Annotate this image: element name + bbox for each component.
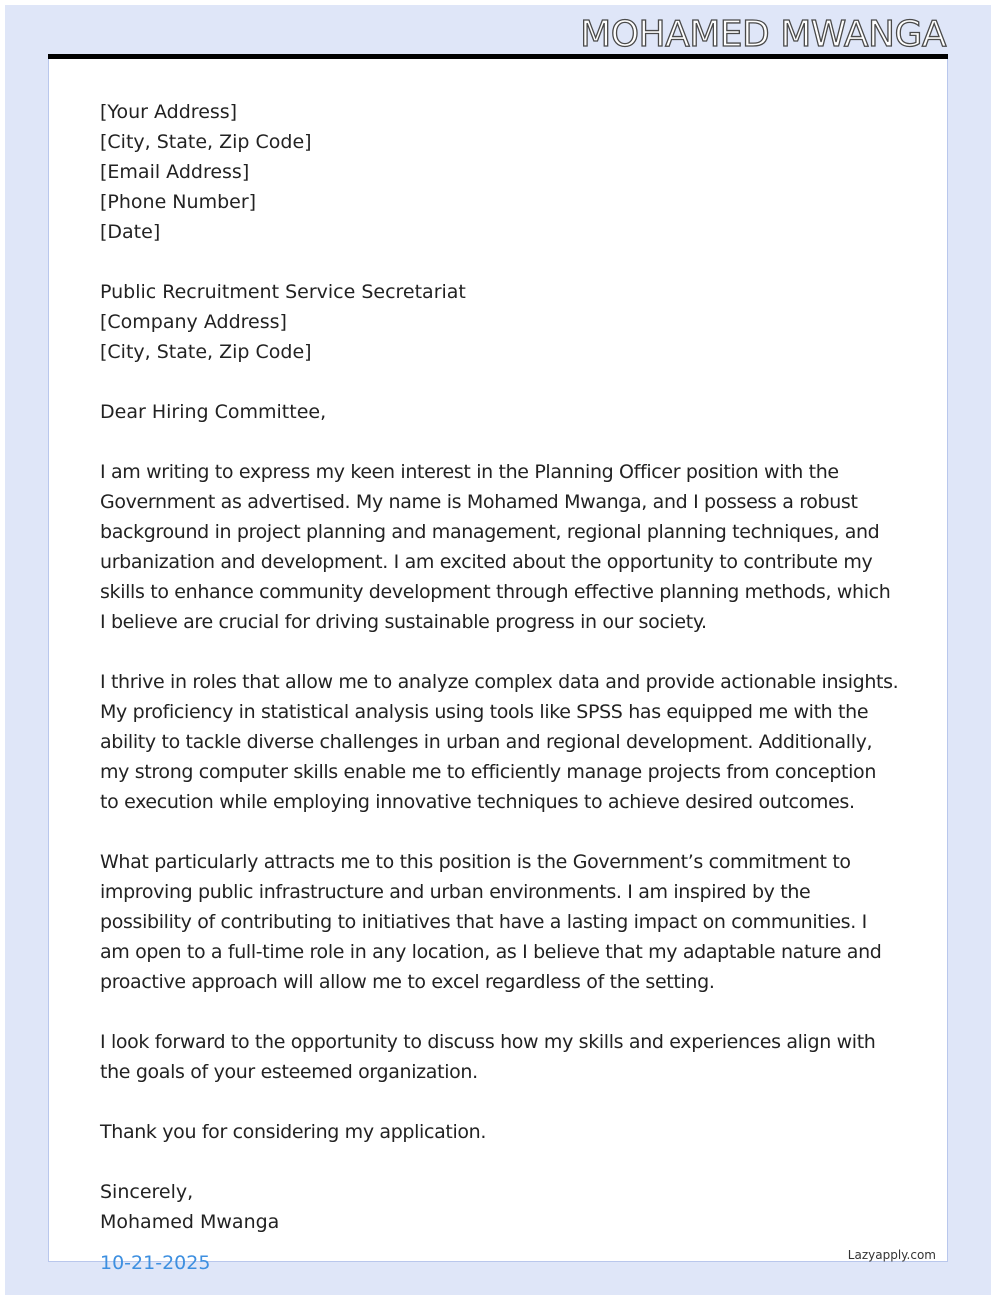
sender-phone: [Phone Number] — [100, 191, 257, 213]
sender-date: [Date] — [100, 221, 161, 243]
body-paragraph-3: What particularly attracts me to this position is the Government’s commitment to improving public infrastructure and urban environments. I am inspired by the possibility of contributing to initiatives that have a lasting impact on communities. I am open to a full-time role in any location, as I believe that my adaptable nature and proactive approach will allow me to excel regardless of the setting. — [100, 851, 882, 993]
footer-date: 10-21-2025 — [100, 1252, 211, 1274]
recipient-address: [Company Address] — [100, 311, 287, 333]
cover-letter-body — [100, 97, 900, 1237]
body-paragraph-1: I am writing to express my keen interest in the Planning Officer position with the Government as advertised. My name is Mohamed Mwanga, and I possess a robust background in project planning and management, regional planning techniques, and urbanization and development. I am excited about the opportunity to contribute my skills to enhance community development through effective planning methods, which I believe are crucial for driving sustainable progress in our society. — [100, 461, 891, 633]
body-paragraph-2: I thrive in roles that allow me to analyze complex data and provide actionable insights. My proficiency in statistical analysis using tools like SPSS has equipped me with the ability to tackle diverse challenges in urban and regional development. Additionally, my strong computer skills enable me to efficiently manage projects from conception to execution while employing innovative techniques to achieve desired outcomes. — [100, 671, 899, 813]
applicant-name-heading: MOHAMED MWANGA — [580, 14, 946, 55]
recipient-organization: Public Recruitment Service Secretariat — [100, 281, 466, 303]
salutation: Dear Hiring Committee, — [100, 401, 327, 423]
body-paragraph-5: Thank you for considering my application. — [100, 1121, 487, 1143]
sender-address: [Your Address] — [100, 101, 238, 123]
sender-city-state-zip: [City, State, Zip Code] — [100, 131, 312, 153]
footer-brand: Lazyapply.com — [847, 1248, 936, 1262]
recipient-block — [100, 277, 900, 367]
closing-block — [100, 1177, 900, 1237]
valediction: Sincerely, — [100, 1181, 194, 1203]
sender-block — [100, 97, 900, 247]
body-paragraph-4: I look forward to the opportunity to discuss how my skills and experiences align with the goals of your esteemed organization. — [100, 1031, 876, 1083]
sender-email: [Email Address] — [100, 161, 250, 183]
signature-name: Mohamed Mwanga — [100, 1211, 280, 1233]
recipient-city-state-zip: [City, State, Zip Code] — [100, 341, 312, 363]
